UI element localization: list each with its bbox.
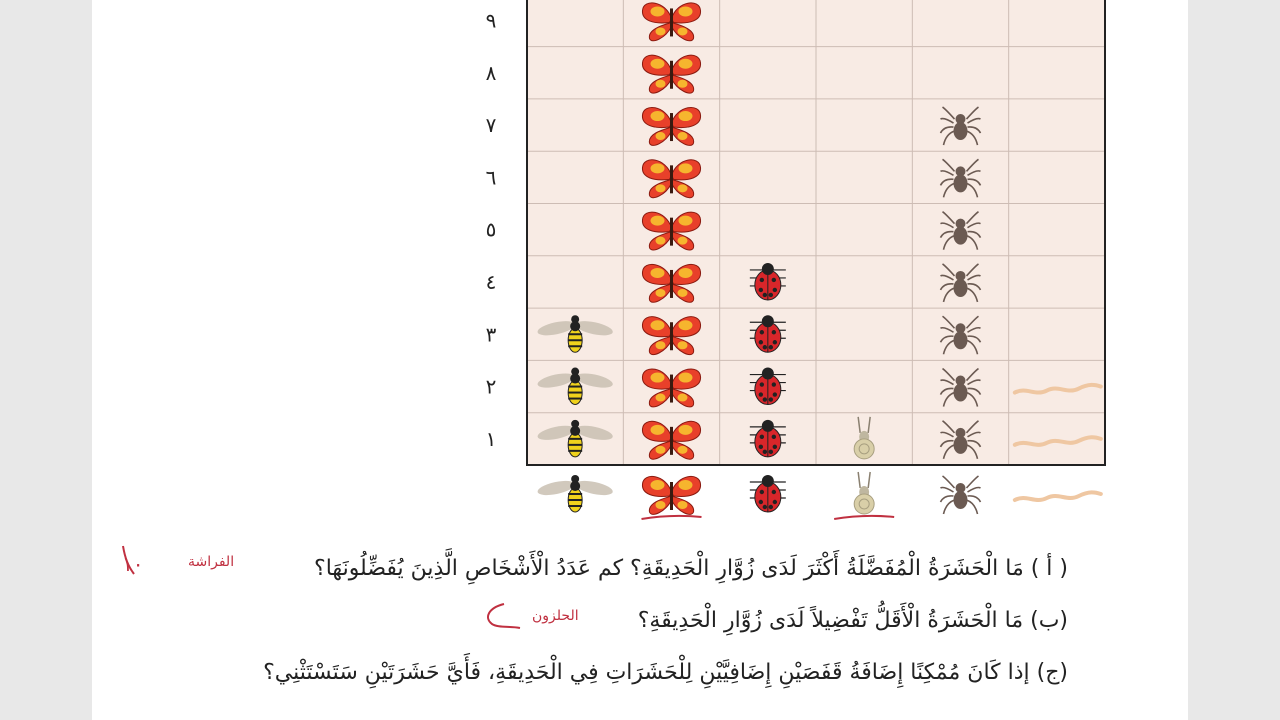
y-tick-label: ٩ — [485, 8, 497, 33]
y-tick-label: ٧ — [485, 113, 497, 138]
x-category-snail-icon — [854, 472, 874, 514]
x-category-spider-icon — [941, 476, 981, 514]
y-tick-label: ٣ — [485, 322, 497, 347]
y-tick-label: ٥ — [485, 217, 497, 242]
handwritten-answer-a: الفراشة — [188, 554, 235, 570]
question-b: (ب) مَا الْحَشَرَةُ الْأَقَلُّ تَفْضِيلاً لَدَى زُوَّارِ الْحَدِيقَةِ؟ — [637, 608, 1068, 633]
butterfly-icon — [642, 3, 700, 41]
butterfly-icon — [642, 55, 700, 93]
butterfly-icon — [642, 317, 700, 355]
x-category-worm-icon — [1015, 492, 1101, 500]
y-tick-label: ٤ — [485, 269, 497, 294]
underline-mark — [834, 516, 894, 519]
butterfly-icon — [642, 107, 700, 145]
y-tick-label: ٢ — [485, 374, 497, 399]
butterfly-icon — [642, 212, 700, 250]
butterfly-icon — [642, 160, 700, 198]
underline-mark — [642, 516, 702, 519]
page — [92, 0, 1188, 720]
y-tick-label: ١ — [485, 426, 497, 451]
x-category-ladybug-icon — [750, 475, 786, 512]
handwritten-count-a: ١٠ — [122, 552, 144, 576]
y-tick-label: ٦ — [485, 165, 497, 190]
butterfly-icon — [642, 264, 700, 302]
butterfly-icon — [642, 369, 700, 407]
butterfly-icon — [642, 421, 700, 459]
question-c: (ج) إذا كَانَ مُمْكِنًا إِضَافَةُ قَفَصَيْنِ إِضَافِيَّيْنِ لِلْحَشَرَاتِ فِي الْحَدِيقَةِ، فَأَيَّ حَشَرَتَيْنِ سَتَسْتَثْنِي؟ — [263, 660, 1068, 685]
handwritten-answer-b: الحلزون — [532, 608, 579, 624]
pen-stroke — [488, 604, 520, 628]
x-category-butterfly-icon — [642, 476, 700, 514]
question-a: ( أ ) مَا الْحَشَرَةُ الْمُفَضَّلَةُ أَكْثَرَ لَدَى زُوَّارِ الْحَدِيقَةِ؟ كم عَدَدُ الْأَشْخَاصِ الَّذِينَ يُفَضِّلُونَهَا؟ — [314, 556, 1068, 581]
y-tick-label: ٨ — [485, 60, 497, 85]
x-category-bee-icon — [536, 475, 614, 512]
